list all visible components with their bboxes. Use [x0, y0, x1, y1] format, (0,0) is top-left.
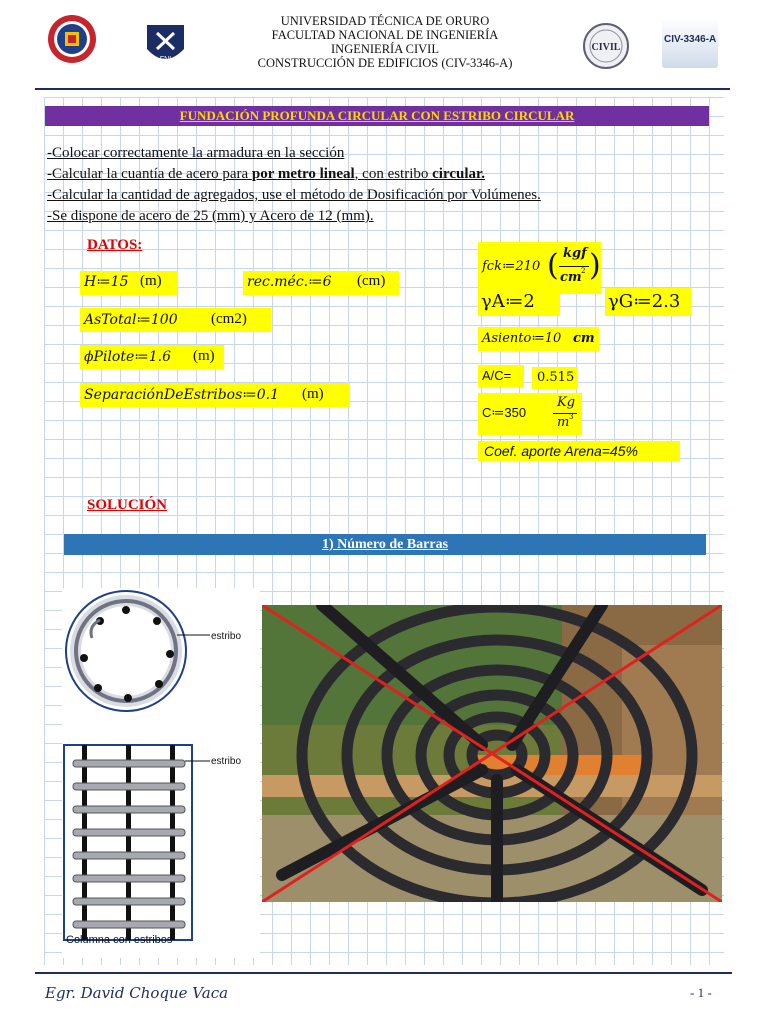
civil-logo-label: CIVIL	[591, 42, 621, 53]
pilote-unit: (m)	[193, 348, 215, 364]
asiento-unit: cm	[573, 331, 595, 346]
instruction-2-d: circular.	[432, 166, 486, 182]
paren-open: (	[547, 248, 559, 283]
instruction-2-a: -Calcular la cuantía de acero para	[47, 166, 252, 182]
paren-close: )	[589, 248, 601, 283]
university-name: UNIVERSIDAD TÉCNICA DE ORURO	[280, 14, 490, 28]
fni-logo-label: FNI	[159, 56, 172, 63]
ac-value: 0.515	[537, 370, 575, 385]
author-signature: Egr. David Choque Vaca	[45, 984, 229, 1002]
course-logo	[662, 18, 718, 68]
header-text	[210, 14, 560, 70]
coef-text: Coef. aporte Arena=45%	[484, 443, 638, 459]
page-number: - 1 -	[690, 985, 712, 1000]
faculty-name: FACULTAD NACIONAL DE INGENIERÍA	[271, 28, 499, 42]
instruction-4	[47, 206, 374, 226]
instruction-3-text: -Calcular la cantidad de agregados, use el método de Dosificación por Volúmenes.	[47, 187, 541, 203]
instruction-3	[47, 185, 541, 205]
fck-unit-den: cm	[560, 270, 582, 285]
ya-value: γA≔2	[481, 291, 535, 312]
career-name: INGENIERÍA CIVIL	[331, 42, 439, 56]
civil-logo	[581, 22, 631, 70]
h-value: H≔15	[84, 274, 129, 290]
fck-value: fck≔210	[482, 259, 541, 274]
university-seal-logo	[47, 14, 97, 64]
astotal-unit: (cm2)	[211, 311, 247, 327]
estribo-label-bottom: estribo	[211, 756, 242, 767]
sep-unit: (m)	[302, 386, 324, 402]
instruction-2	[47, 164, 485, 184]
instruction-1	[47, 143, 344, 163]
figure-caption: Columna con estribos	[66, 934, 173, 946]
header-divider	[35, 88, 730, 90]
sep-value: SeparaciónDeEstribos≔0.1	[84, 387, 280, 403]
c-value: C≔350	[482, 405, 527, 420]
section-1-heading: 1) Número de Barras	[64, 534, 706, 555]
rec-value: rec.méc.≔6	[247, 274, 332, 290]
rec-unit: (cm)	[357, 273, 386, 289]
ac-label: A/C=	[482, 368, 512, 383]
pilote-value: ϕPilote≔1.6	[84, 349, 171, 365]
page-title: FUNDACIÓN PROFUNDA CIRCULAR CON ESTRIBO CIRCULAR	[45, 106, 709, 126]
fni-logo	[143, 21, 188, 69]
datos-heading: DATOS:	[87, 237, 143, 253]
asiento-value: Asiento≔10	[482, 331, 562, 346]
course-logo-label: CIV-3346-A	[664, 34, 717, 45]
estribo-label-top: estribo	[211, 631, 242, 642]
yg-value: γG≔2.3	[608, 291, 681, 312]
fck-unit-exp: 2	[581, 267, 586, 275]
photo-illustration	[262, 605, 722, 902]
instruction-4-text: -Se dispone de acero de 25 (mm) y Acero de 12 (mm).	[47, 208, 374, 224]
h-unit: (m)	[140, 273, 162, 289]
instruction-1-text: -Colocar correctamente la armadura en la sección	[47, 145, 345, 161]
c-unit-exp: 3	[569, 413, 574, 421]
fck-unit-num: kgf	[563, 246, 587, 261]
fck-unit	[547, 244, 601, 292]
c-unit-den: m	[557, 415, 570, 430]
course-name: CONSTRUCCIÓN DE EDIFICIOS (CIV-3346-A)	[257, 56, 513, 70]
c-unit-num: Kg	[557, 395, 576, 410]
footer-divider	[35, 972, 732, 974]
instruction-2-b: por metro lineal	[251, 166, 355, 182]
instruction-2-c: , con estribo	[354, 166, 433, 182]
astotal-value: AsTotal≔100	[84, 312, 178, 328]
column-diagram	[62, 588, 260, 958]
spiral-rebar-photo	[262, 605, 722, 902]
c-unit	[551, 395, 581, 435]
solucion-heading: SOLUCIÓN	[87, 497, 168, 513]
